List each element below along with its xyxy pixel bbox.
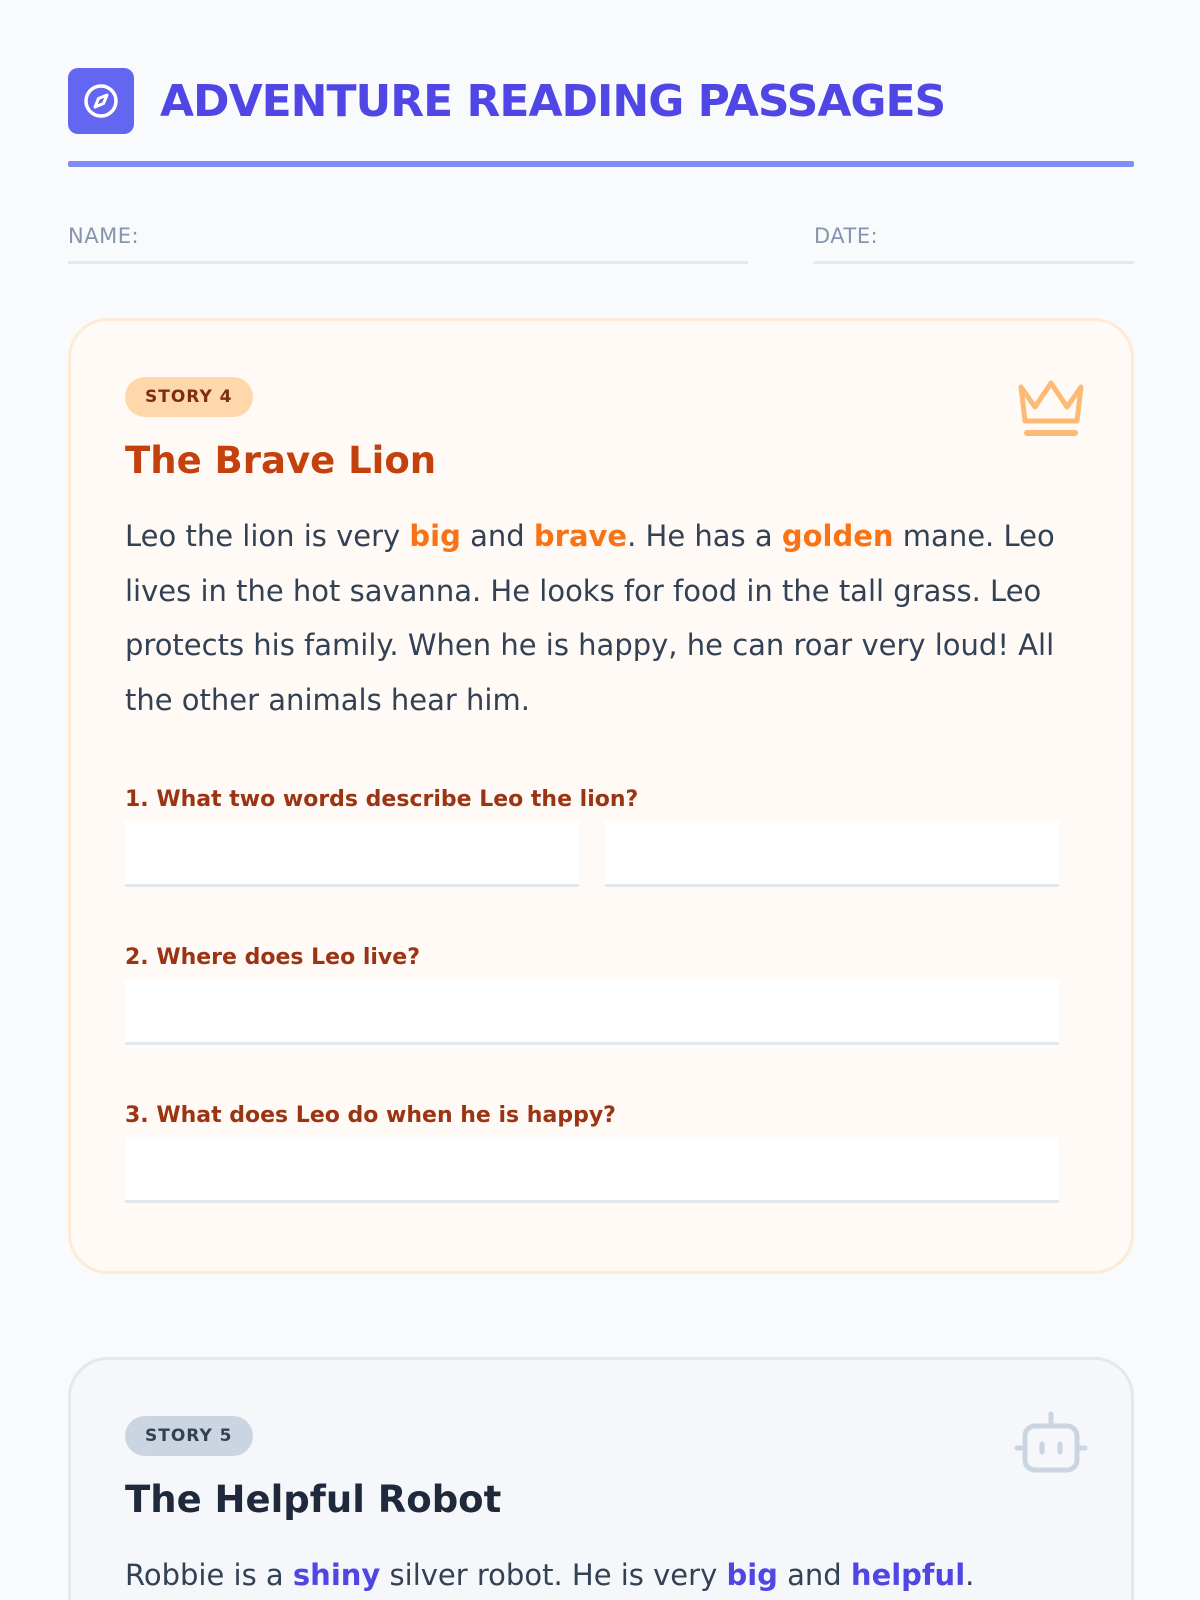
passage-text: silver robot. He is very <box>380 1558 727 1592</box>
answer-field-3[interactable] <box>125 1137 1059 1203</box>
passage-text: mane. Leo lives in the hot savanna. He looks for food in the tall grass. Leo protects his family. When he is happy, he can roar very loud! All the other animals hear him. <box>125 519 1055 717</box>
passage-text: Robbie is a <box>125 1558 293 1592</box>
date-label: DATE: <box>814 224 879 248</box>
story-passage <box>125 1548 1085 1600</box>
answer-field-1b[interactable] <box>605 821 1059 887</box>
highlight-word: golden <box>781 519 894 553</box>
highlight-word: big <box>409 519 461 553</box>
passage-text: and <box>777 1558 851 1592</box>
story-title: The Helpful Robot <box>125 1478 502 1521</box>
story-card-brave-lion <box>68 318 1134 1274</box>
passage-text: . <box>965 1558 975 1592</box>
highlight-word: helpful <box>850 1558 966 1592</box>
question-1: 1. What two words describe Leo the lion? <box>125 787 639 812</box>
compass-icon <box>68 68 134 134</box>
highlight-word: big <box>726 1558 778 1592</box>
highlight-word: shiny <box>292 1558 381 1592</box>
question-2: 2. Where does Leo live? <box>125 945 420 970</box>
answer-field-1a[interactable] <box>125 821 579 887</box>
story-card-helpful-robot <box>68 1357 1134 1600</box>
story-badge: STORY 4 <box>125 377 253 417</box>
story-title: The Brave Lion <box>125 439 437 482</box>
question-3: 3. What does Leo do when he is happy? <box>125 1103 616 1128</box>
story-passage <box>125 509 1085 727</box>
name-label: NAME: <box>68 224 140 248</box>
header-divider <box>68 161 1134 167</box>
passage-text: Leo the lion is very <box>125 519 410 553</box>
robot-icon <box>1011 1404 1091 1484</box>
name-field[interactable] <box>68 222 748 264</box>
crown-icon <box>1011 365 1091 445</box>
highlight-word: brave <box>533 519 628 553</box>
passage-text: . He has a <box>627 519 782 553</box>
worksheet-header <box>68 68 1134 166</box>
story-badge: STORY 5 <box>125 1416 253 1456</box>
passage-text: and <box>460 519 534 553</box>
date-field[interactable] <box>814 222 1134 264</box>
answer-field-2[interactable] <box>125 979 1059 1045</box>
page-title: ADVENTURE READING PASSAGES <box>160 76 946 127</box>
